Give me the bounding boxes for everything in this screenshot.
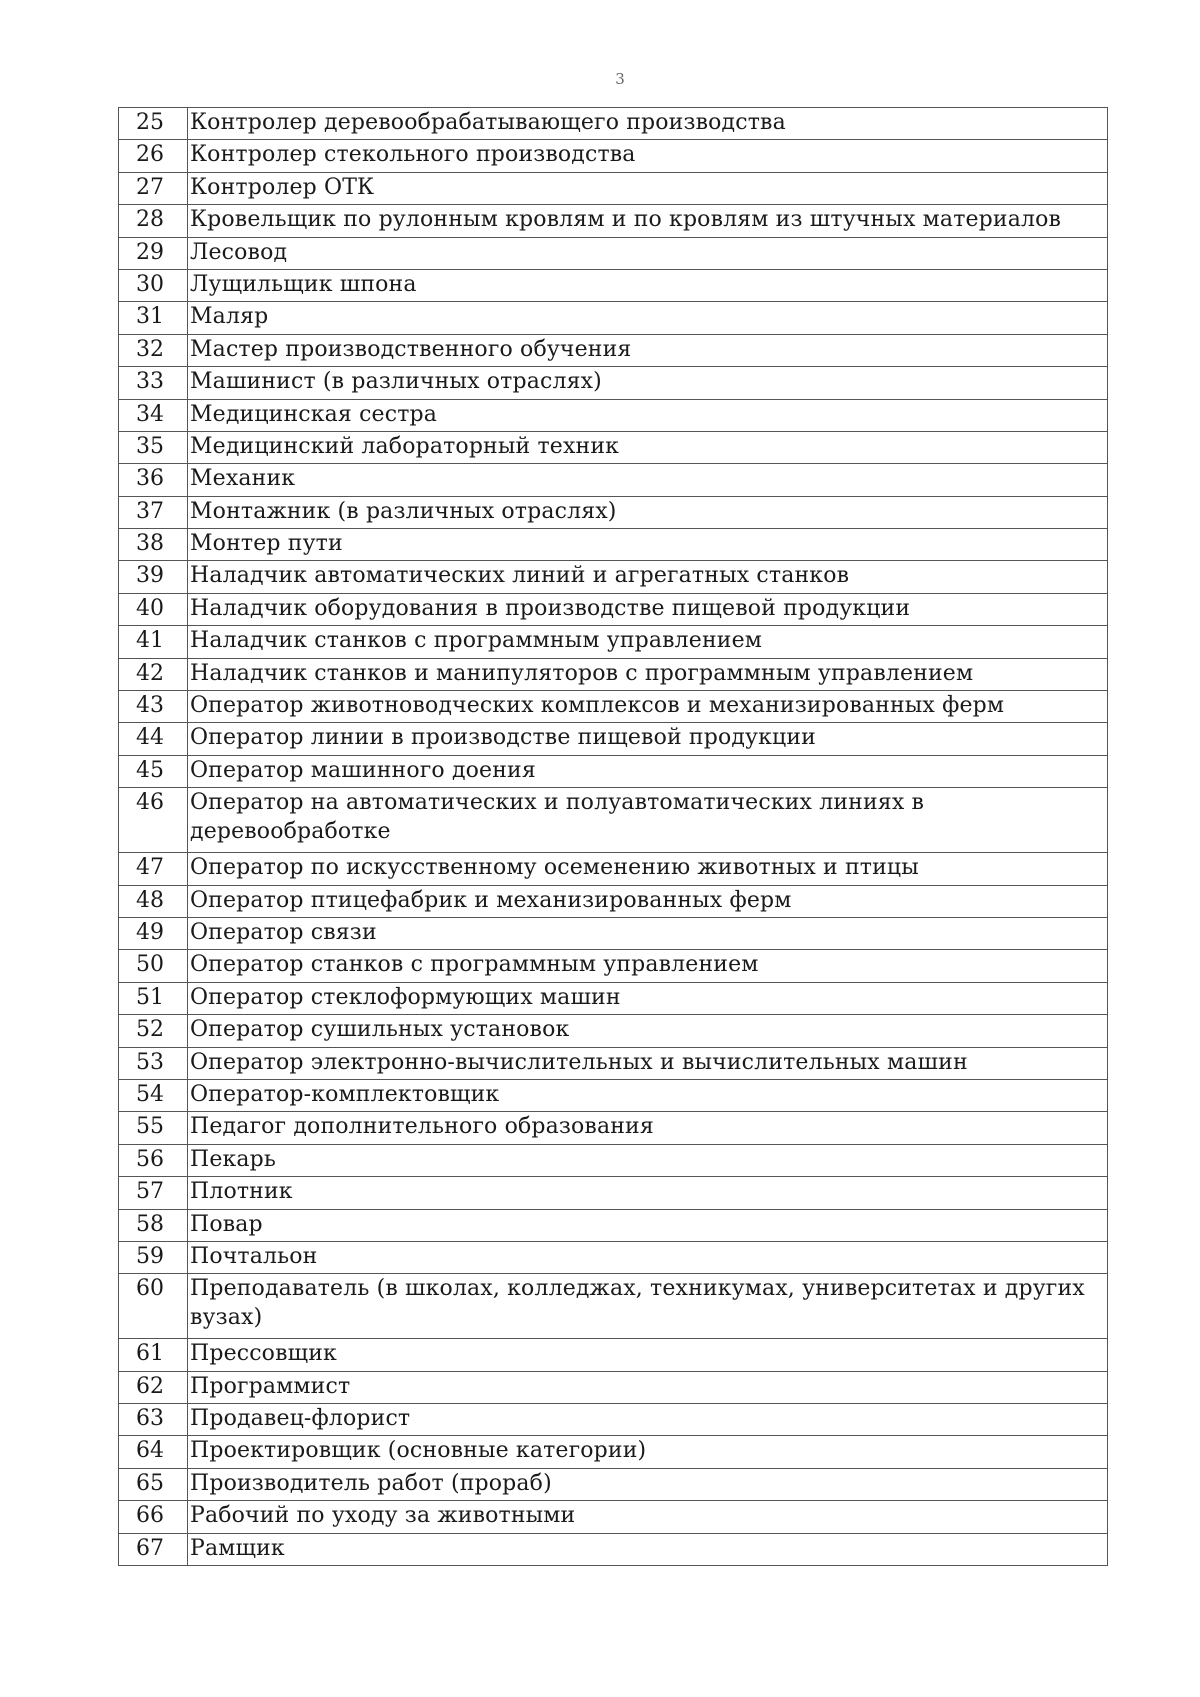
profession-name: Контролер ОТК — [188, 172, 1108, 204]
profession-name: Повар — [188, 1209, 1108, 1241]
table-row — [119, 626, 1108, 658]
row-number: 25 — [119, 108, 188, 140]
table-row — [119, 755, 1108, 787]
row-number: 26 — [119, 140, 188, 172]
table-row — [119, 1079, 1108, 1111]
profession-name: Рамщик — [188, 1533, 1108, 1565]
row-number: 42 — [119, 658, 188, 690]
row-number: 60 — [119, 1274, 188, 1339]
row-number: 48 — [119, 885, 188, 917]
row-number: 39 — [119, 561, 188, 593]
profession-name: Мастер производственного обучения — [188, 334, 1108, 366]
profession-name: Плотник — [188, 1177, 1108, 1209]
table-row — [119, 917, 1108, 949]
profession-name: Оператор линии в производстве пищевой продукции — [188, 723, 1108, 755]
row-number: 31 — [119, 302, 188, 334]
table-row — [119, 140, 1108, 172]
profession-name: Программист — [188, 1371, 1108, 1403]
profession-name: Пекарь — [188, 1144, 1108, 1176]
profession-name: Оператор связи — [188, 917, 1108, 949]
table-row — [119, 496, 1108, 528]
profession-name: Педагог дополнительного образования — [188, 1112, 1108, 1144]
row-number: 47 — [119, 853, 188, 885]
profession-name: Рабочий по уходу за животными — [188, 1501, 1108, 1533]
row-number: 58 — [119, 1209, 188, 1241]
profession-name: Наладчик оборудования в производстве пищевой продукции — [188, 593, 1108, 625]
row-number: 54 — [119, 1079, 188, 1111]
table-row — [119, 1371, 1108, 1403]
table-row — [119, 1144, 1108, 1176]
table-row — [119, 593, 1108, 625]
table-row — [119, 529, 1108, 561]
row-number: 53 — [119, 1047, 188, 1079]
table-row — [119, 1501, 1108, 1533]
profession-name: Оператор сушильных установок — [188, 1015, 1108, 1047]
table-row — [119, 1274, 1108, 1339]
table-row — [119, 1241, 1108, 1273]
table-row — [119, 302, 1108, 334]
profession-name: Монтер пути — [188, 529, 1108, 561]
row-number: 34 — [119, 399, 188, 431]
table-row — [119, 1339, 1108, 1371]
row-number: 29 — [119, 237, 188, 269]
table-row — [119, 561, 1108, 593]
table-row — [119, 269, 1108, 301]
row-number: 28 — [119, 205, 188, 237]
profession-name: Почтальон — [188, 1241, 1108, 1273]
profession-name: Маляр — [188, 302, 1108, 334]
row-number: 41 — [119, 626, 188, 658]
profession-name: Оператор на автоматических и полуавтоматических линиях в деревообработке — [188, 788, 1108, 853]
profession-name: Медицинский лабораторный техник — [188, 431, 1108, 463]
profession-name: Машинист (в различных отраслях) — [188, 367, 1108, 399]
row-number: 65 — [119, 1468, 188, 1500]
row-number: 44 — [119, 723, 188, 755]
profession-name: Оператор машинного доения — [188, 755, 1108, 787]
profession-name: Оператор-комплектовщик — [188, 1079, 1108, 1111]
profession-name: Лесовод — [188, 237, 1108, 269]
profession-name: Контролер деревообрабатывающего производства — [188, 108, 1108, 140]
row-number: 61 — [119, 1339, 188, 1371]
row-number: 64 — [119, 1436, 188, 1468]
profession-name: Наладчик автоматических линий и агрегатных станков — [188, 561, 1108, 593]
table-row — [119, 431, 1108, 463]
row-number: 30 — [119, 269, 188, 301]
table-row — [119, 334, 1108, 366]
row-number: 45 — [119, 755, 188, 787]
table-row — [119, 1533, 1108, 1565]
professions-table-body — [119, 108, 1108, 1566]
row-number: 27 — [119, 172, 188, 204]
profession-name: Оператор электронно-вычислительных и вычислительных машин — [188, 1047, 1108, 1079]
row-number: 35 — [119, 431, 188, 463]
profession-name: Механик — [188, 464, 1108, 496]
table-row — [119, 691, 1108, 723]
table-row — [119, 205, 1108, 237]
profession-name: Оператор по искусственному осеменению животных и птицы — [188, 853, 1108, 885]
profession-name: Наладчик станков и манипуляторов с программным управлением — [188, 658, 1108, 690]
table-row — [119, 399, 1108, 431]
table-row — [119, 1177, 1108, 1209]
table-row — [119, 1047, 1108, 1079]
row-number: 46 — [119, 788, 188, 853]
table-row — [119, 108, 1108, 140]
row-number: 66 — [119, 1501, 188, 1533]
profession-name: Наладчик станков с программным управлением — [188, 626, 1108, 658]
table-row — [119, 1015, 1108, 1047]
row-number: 33 — [119, 367, 188, 399]
profession-name: Оператор животноводческих комплексов и механизированных ферм — [188, 691, 1108, 723]
table-row — [119, 885, 1108, 917]
row-number: 51 — [119, 982, 188, 1014]
table-row — [119, 950, 1108, 982]
row-number: 43 — [119, 691, 188, 723]
table-row — [119, 982, 1108, 1014]
profession-name: Преподаватель (в школах, колледжах, техникумах, университетах и других вузах) — [188, 1274, 1108, 1339]
row-number: 67 — [119, 1533, 188, 1565]
row-number: 52 — [119, 1015, 188, 1047]
profession-name: Лущильщик шпона — [188, 269, 1108, 301]
profession-name: Контролер стекольного производства — [188, 140, 1108, 172]
table-row — [119, 853, 1108, 885]
row-number: 40 — [119, 593, 188, 625]
table-row — [119, 1209, 1108, 1241]
row-number: 37 — [119, 496, 188, 528]
professions-table — [118, 107, 1108, 1566]
row-number: 50 — [119, 950, 188, 982]
profession-name: Оператор станков с программным управлением — [188, 950, 1108, 982]
row-number: 49 — [119, 917, 188, 949]
table-row — [119, 658, 1108, 690]
table-row — [119, 1112, 1108, 1144]
profession-name: Монтажник (в различных отраслях) — [188, 496, 1108, 528]
table-row — [119, 723, 1108, 755]
table-row — [119, 172, 1108, 204]
profession-name: Производитель работ (прораб) — [188, 1468, 1108, 1500]
profession-name: Оператор птицефабрик и механизированных ферм — [188, 885, 1108, 917]
row-number: 32 — [119, 334, 188, 366]
table-row — [119, 1404, 1108, 1436]
profession-name: Проектировщик (основные категории) — [188, 1436, 1108, 1468]
table-row — [119, 464, 1108, 496]
row-number: 36 — [119, 464, 188, 496]
page-number: 3 — [615, 70, 625, 88]
row-number: 38 — [119, 529, 188, 561]
row-number: 62 — [119, 1371, 188, 1403]
table-row — [119, 367, 1108, 399]
table-row — [119, 788, 1108, 853]
profession-name: Медицинская сестра — [188, 399, 1108, 431]
row-number: 59 — [119, 1241, 188, 1273]
table-row — [119, 237, 1108, 269]
profession-name: Прессовщик — [188, 1339, 1108, 1371]
table-row — [119, 1436, 1108, 1468]
row-number: 57 — [119, 1177, 188, 1209]
row-number: 55 — [119, 1112, 188, 1144]
profession-name: Кровельщик по рулонным кровлям и по кровлям из штучных материалов — [188, 205, 1108, 237]
profession-name: Оператор стеклоформующих машин — [188, 982, 1108, 1014]
row-number: 63 — [119, 1404, 188, 1436]
profession-name: Продавец-флорист — [188, 1404, 1108, 1436]
row-number: 56 — [119, 1144, 188, 1176]
table-row — [119, 1468, 1108, 1500]
